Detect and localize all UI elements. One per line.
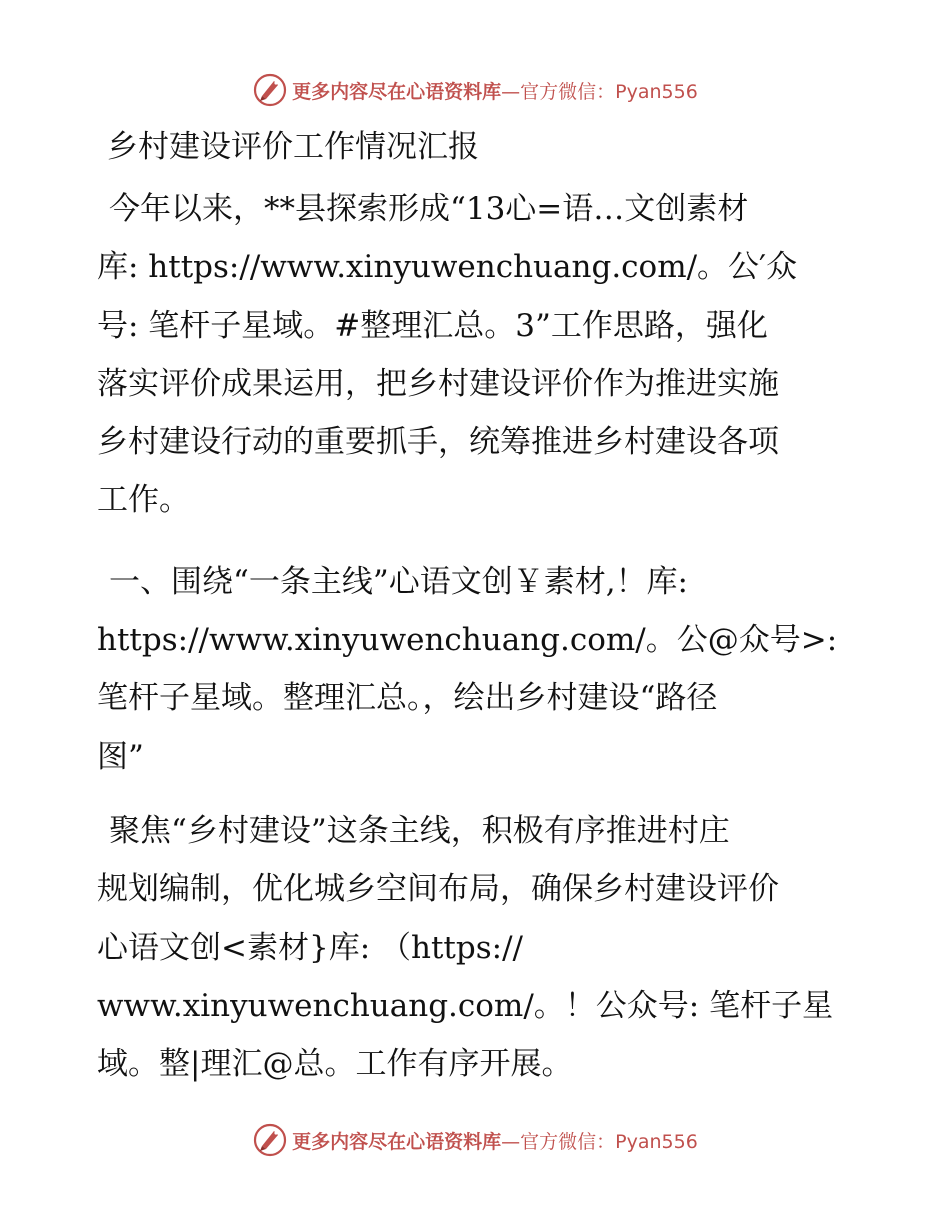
pen-logo-icon: [252, 1122, 288, 1158]
header-watermark-banner: [0, 70, 950, 110]
section-heading-one: [97, 553, 857, 786]
paragraph-line: 图”: [97, 738, 144, 775]
paragraph-line: 工作。: [97, 482, 190, 519]
paragraph-line: 笔杆子星域。整理汇总。，绘出乡村建设“路径: [97, 680, 718, 717]
watermark-text-wechat: —官方微信：Pyan556: [501, 1130, 698, 1153]
paragraph-line: 乡村建设行动的重要抓手，统筹推进乡村建设各项: [97, 424, 779, 461]
watermark-text: [292, 1127, 698, 1154]
document-body: [97, 118, 857, 1093]
paragraph-line: 域。整|理汇@总。工作有序开展。: [97, 1046, 573, 1083]
watermark-text-bold: 更多内容尽在心语资料库: [292, 80, 502, 103]
footer-watermark-banner: [0, 1120, 950, 1160]
paragraph-focus: [97, 802, 857, 1093]
paragraph-line: 落实评价成果运用，把乡村建设评价作为推进实施: [97, 365, 779, 402]
paragraph-line: 规划编制，优化城乡空间布局，确保乡村建设评价: [97, 871, 779, 908]
document-title: 乡村建设评价工作情况汇报: [107, 129, 479, 165]
pen-logo-icon: [252, 72, 288, 108]
paragraph-line: 一、围绕“一条主线”心语文创￥素材,！库:: [109, 563, 688, 600]
paragraph-line: 今年以来，**县探索形成“13心=语…文创素材: [109, 191, 749, 227]
paragraph-intro: [97, 180, 857, 530]
paragraph-line: 号: 笔杆子星域。#整理汇总。3”工作思路，强化: [97, 307, 768, 344]
watermark-text-wechat: —官方微信：Pyan556: [501, 80, 698, 103]
paragraph-line: 心语文创<素材}库: （https://: [97, 929, 523, 966]
watermark-text: [292, 77, 698, 104]
paragraph-line: www.xinyuwenchuang.com/。！公众号: 笔杆子星: [97, 987, 834, 1024]
paragraph-line: https://www.xinyuwenchuang.com/。公@众号>:: [97, 622, 838, 659]
paragraph-line: 库: https://www.xinyuwenchuang.com/。公′众: [97, 249, 798, 286]
paragraph-line: 聚焦“乡村建设”这条主线，积极有序推进村庄: [109, 812, 730, 849]
watermark-text-bold: 更多内容尽在心语资料库: [292, 1130, 502, 1153]
